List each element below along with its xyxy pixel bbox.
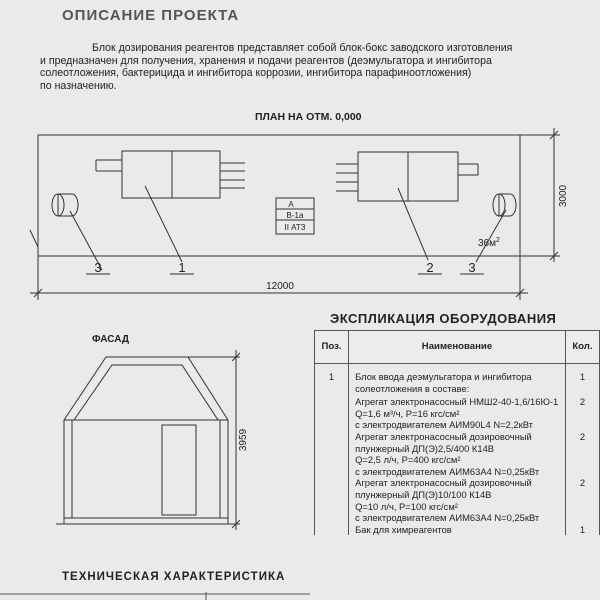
intro-line: солеотложения, бактерицида и ингибитора коррозии, ингибитора парафиноотложения) bbox=[40, 67, 472, 80]
facade-outline bbox=[64, 357, 228, 524]
row-name: плунжерный ДП(Э)2,5/400 К14В bbox=[355, 442, 495, 454]
page-title: ОПИСАНИЕ ПРОЕКТА bbox=[62, 7, 240, 24]
row-qty: 2 bbox=[579, 477, 586, 489]
row-qty bbox=[568, 501, 597, 513]
stamp-c: II АТЗ bbox=[284, 223, 306, 232]
row-name: Агрегат электронасосный дозировочный bbox=[355, 430, 532, 442]
row-name: Q=10 л/ч, P=100 кгс/см² bbox=[355, 500, 458, 512]
row-name: с электродвигателем АИМ63А4 N=0,25кВт bbox=[355, 512, 540, 524]
row-pos: 1 bbox=[315, 364, 349, 536]
explication-title: ЭКСПЛИКАЦИЯ ОБОРУДОВАНИЯ bbox=[330, 311, 557, 326]
callout-3-right: 3 bbox=[468, 260, 476, 275]
row-qty bbox=[568, 408, 597, 420]
intro-line: по назначению. bbox=[40, 79, 117, 92]
row-qty: 2 bbox=[579, 430, 586, 442]
table-header-row bbox=[315, 331, 600, 364]
row-qty: 1 bbox=[579, 523, 586, 535]
row-name: с электродвигателем АИМ90L4 N=2,2кВт bbox=[355, 419, 533, 431]
plan-title: ПЛАН НА ОТМ. 0,000 bbox=[255, 111, 362, 123]
row-name: Q=1,6 м³/ч, P=16 кгс/см² bbox=[355, 407, 460, 419]
plan-width-dim: 12000 bbox=[266, 281, 294, 292]
stamp-a: А bbox=[288, 200, 294, 209]
area-label: $36м^2$ bbox=[478, 237, 500, 249]
header-qty: Кол. bbox=[565, 331, 599, 364]
row-name: солеотложения в составе: bbox=[355, 382, 470, 394]
table-row bbox=[315, 364, 600, 536]
explication-table bbox=[314, 330, 600, 535]
intro-line: Блок дозирования реагентов представляет собой блок-бокс заводского изготовления bbox=[92, 42, 513, 54]
row-qty bbox=[568, 489, 597, 501]
row-names bbox=[349, 364, 566, 536]
row-qtys bbox=[565, 364, 599, 536]
facade-door bbox=[162, 425, 196, 515]
intro-line: и предназначен для получения, хранения и подачи реагентов (деэмульгатора и ингибитора bbox=[40, 54, 492, 67]
callout-1: 1 bbox=[178, 260, 186, 275]
row-qty bbox=[568, 466, 597, 478]
row-name: плунжерный ДП(Э)10/100 К14В bbox=[355, 488, 492, 500]
row-qty bbox=[568, 443, 597, 455]
tech-table-top bbox=[0, 588, 310, 600]
row-qty bbox=[568, 383, 597, 395]
row-name: Q=2,5 л/ч, P=400 кгс/см² bbox=[355, 454, 461, 466]
callout-2: 2 bbox=[426, 260, 434, 275]
tech-title: ТЕХНИЧЕСКАЯ ХАРАКТЕРИСТИКА bbox=[62, 571, 286, 583]
row-qty: 1 bbox=[579, 371, 586, 382]
row-name: Агрегат электронасосный НМШ2-40-1,6/16Ю-1 bbox=[355, 396, 559, 408]
row-name: Блок ввода деэмульгатора и ингибитора bbox=[355, 371, 532, 382]
header-name: Наименование bbox=[349, 331, 566, 364]
header-pos: Поз. bbox=[315, 331, 349, 364]
row-qty bbox=[568, 419, 597, 431]
row-name: Агрегат электронасосный дозировочный bbox=[355, 477, 532, 489]
row-qty bbox=[568, 512, 597, 524]
stamp-b: В-1а bbox=[286, 211, 304, 220]
row-qty: 2 bbox=[579, 396, 586, 408]
row-name: с электродвигателем АИМ63А4 N=0,25кВт bbox=[355, 465, 540, 477]
row-name: Бак для химреагентов bbox=[355, 523, 452, 535]
callout-3-left: 3 bbox=[94, 260, 102, 275]
plan-height-dim: 3000 bbox=[558, 184, 569, 208]
facade-title: ФАСАД bbox=[92, 334, 129, 345]
row-qty bbox=[568, 454, 597, 466]
facade-height-dim: 3959 bbox=[238, 428, 249, 452]
